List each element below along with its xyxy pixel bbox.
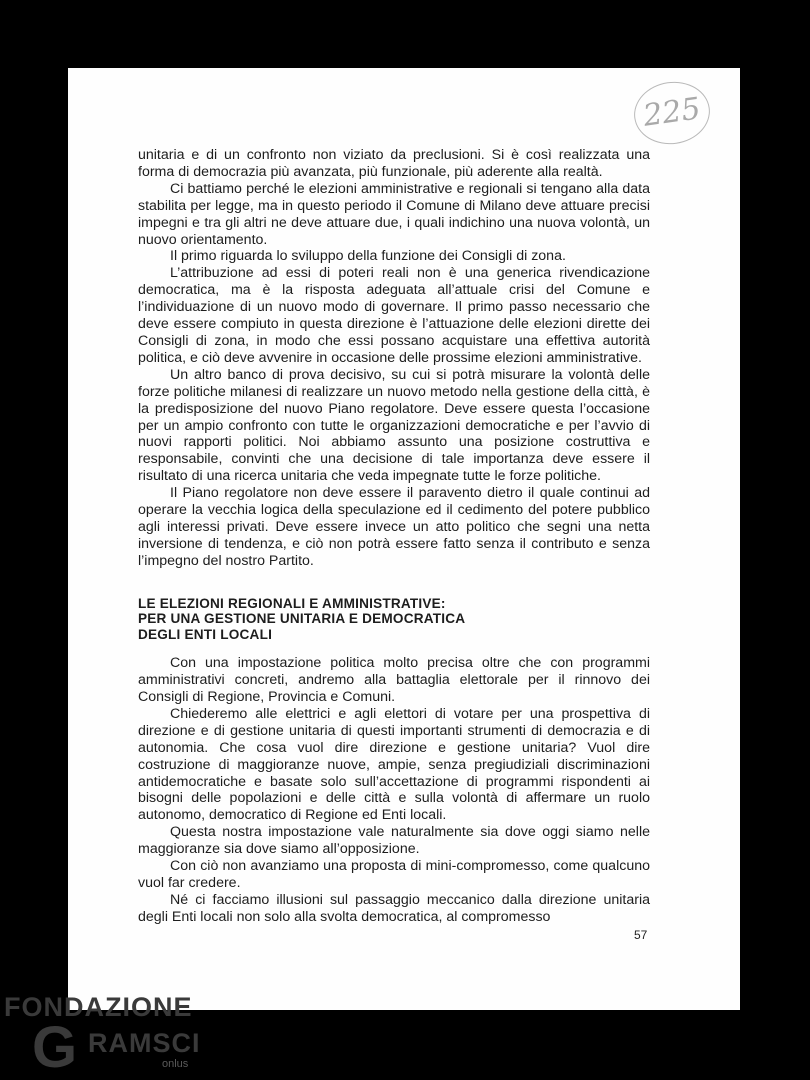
watermark-g-letter: G xyxy=(32,1015,78,1080)
watermark-subtext: onlus xyxy=(162,1058,189,1070)
paragraph: Il primo riguarda lo sviluppo della funzione dei Consigli di zona. xyxy=(170,248,566,265)
paragraph: Questa nostra impostazione vale naturalmente sia dove oggi siamo nelle maggioranze sia dove siamo all’opposizione. xyxy=(138,824,650,858)
paragraph: Con ciò non avanziamo una proposta di mini-compromesso, come qualcuno vuol far credere. xyxy=(138,858,650,891)
heading-line: DEGLI ENTI LOCALI xyxy=(138,626,273,642)
paragraph: Né ci facciamo illusioni sul passaggio meccanico dalla direzione unitaria degli Enti locali non solo alla svolta democratica, al compromesso xyxy=(138,891,650,925)
archive-stamp: 225 xyxy=(630,77,714,149)
page-text xyxy=(138,147,650,926)
paragraph: unitaria e di un confronto non viziato da preclusioni. Si è così realizzata una forma di democrazia più avanzata, più funzionale, più aderente alla realtà. xyxy=(138,147,650,180)
watermark-top-text: FONDAZIONE xyxy=(4,992,193,1022)
watermark-logo xyxy=(0,988,220,1080)
heading-line: LE ELEZIONI REGIONALI E AMMINISTRATIVE: xyxy=(138,595,446,611)
page-number: 57 xyxy=(634,928,648,942)
paragraph: Il Piano regolatore non deve essere il paravento dietro il quale continui ad operare la vecchia logica della speculazione ed il cedimento del potere pubblico agli interessi privati. Deve essere invece un atto politico che segni una netta inversione di tendenza, e ciò non potrà essere fatto senza il contributo e senza l’impegno del nostro Partito. xyxy=(138,485,650,569)
paragraph: Ci battiamo perché le elezioni amministrative e regionali si tengano alla data stabilita per legge, ma in questo periodo il Comune di Milano deve attuare precisi impegni e tra gli altri ne deve attuare due, i quali indichino una nuova volontà, un nuovo orientamento. xyxy=(138,180,650,248)
paragraph: Un altro banco di prova decisivo, su cui si potrà misurare la volontà delle forze politiche milanesi di realizzare un nuovo metodo nella gestione della città, è la predisposizione del nuovo Piano regolatore. Deve essere questa l’occasione per un ampio confronto con tutte le organizzazioni democratiche e per l’avvio di nuovi rapporti politici. Noi abbiamo assunto una posizione costruttiva e responsabile, convinti che una decisione di tale importanza deve essere il risultato di una ricerca unitaria che veda impegnate tutte le forze politiche. xyxy=(138,366,650,485)
paragraph: Con una impostazione politica molto precisa oltre che con programmi amministrativi concreti, andremo alla battaglia elettorale per il rinnovo dei Consigli di Regione, Provincia e Comuni. xyxy=(138,655,650,705)
watermark-main-text: RAMSCI xyxy=(88,1028,201,1058)
document-page xyxy=(68,68,740,1010)
paragraph: Chiederemo alle elettrici e agli elettori di votare per una prospettiva di direzione e di gestione unitaria di questi importanti strumenti di democrazia e di autonomia. Che cosa vuol dire direzione e gestione unitaria? Vuol dire costruzione di maggioranze nuove, ampie, senza pregiudiziali discriminazioni antidemocratiche e basate solo sull’accettazione di programmi rispondenti ai bisogni delle popolazioni e delle città e sulla volontà di affermare un ruolo autonomo, democratico di Regione ed Enti locali. xyxy=(138,705,650,824)
section-heading xyxy=(138,596,650,643)
heading-line: PER UNA GESTIONE UNITARIA E DEMOCRATICA xyxy=(138,611,466,627)
paragraph: L’attribuzione ad essi di poteri reali non è una generica rivendicazione democratica, ma è la risposta adeguata all’attuale crisi del Comune e l’individuazione di un nuovo modo di governare. Il primo passo necessario che deve essere compiuto in questa direzione è l’attuazione delle elezioni dirette dei Consigli di zona, in modo che essi possano acquistare una effettiva autorità politica, e ciò deve avvenire in occasione delle prossime elezioni amministrative. xyxy=(138,265,650,366)
